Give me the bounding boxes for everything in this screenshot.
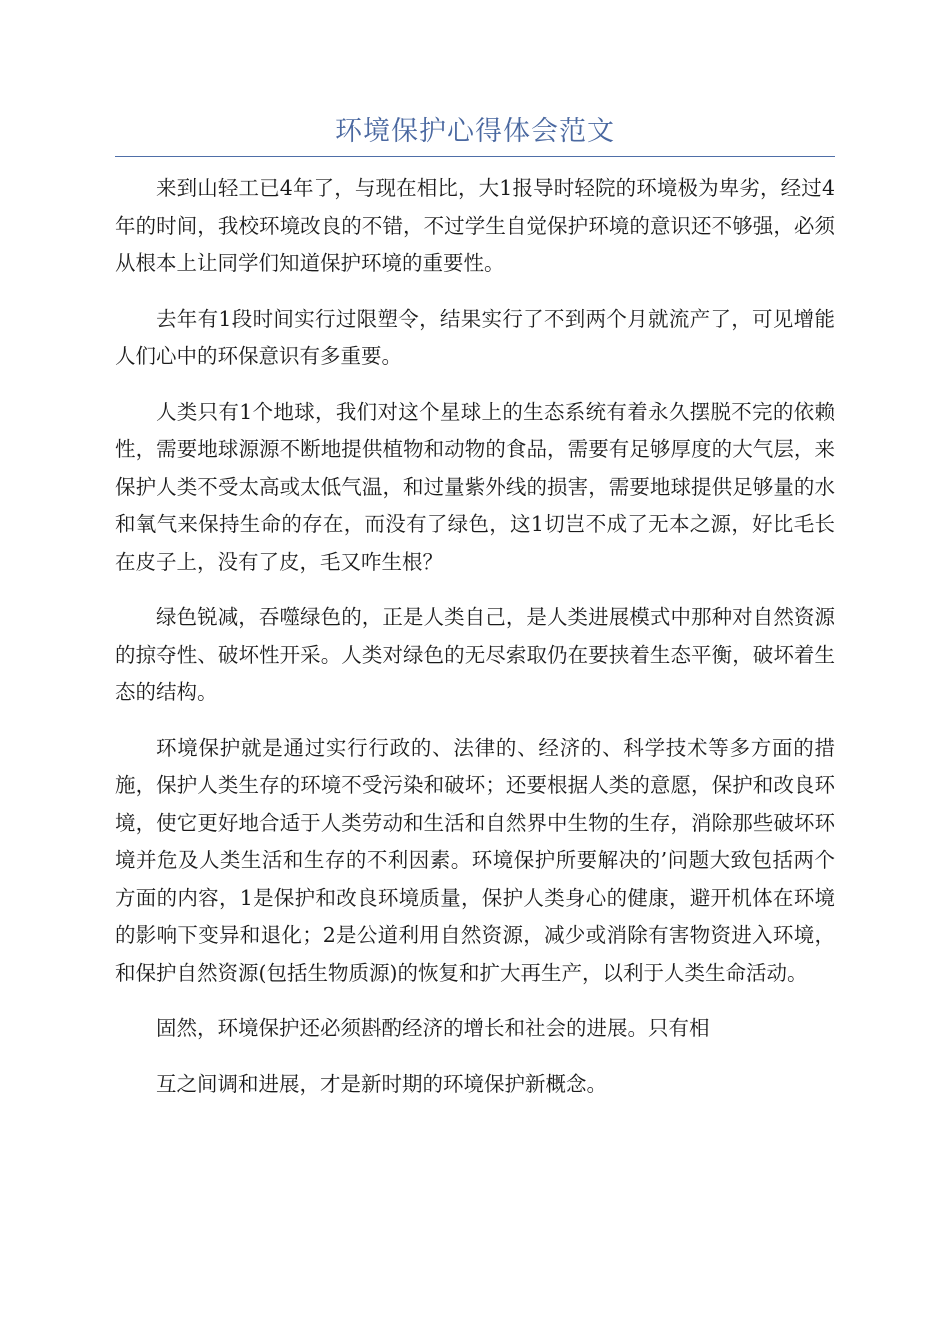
paragraph-4: 绿色锐减，吞噬绿色的，正是人类自己，是人类进展模式中那种对自然资源的掠夺性、破坏性开采。人类对绿色的无尽索取仍在要挟着生态平衡，破坏着生态的结构。 bbox=[115, 605, 835, 704]
paragraph-1: 来到山轻工已4年了，与现在相比，大1报导时轻院的环境极为卑劣，经过4年的时间，我校环境改良的不错，不过学生自觉保护环境的意识还不够强，必须从根本上让同学们知道保护环境的重要性。 bbox=[115, 176, 835, 275]
paragraph-3: 人类只有1个地球，我们对这个星球上的生态系统有着永久摆脱不完的依赖性，需要地球源源不断地提供植物和动物的食品，需要有足够厚度的大气层，来保护人类不受太高或太低气温，和过量紫外线的损害，需要地球提供足够量的水和氧气来保持生命的存在，而没有了绿色，这1切岂不成了无本之源，好比毛长在皮子上，没有了皮，毛又咋生根？ bbox=[115, 399, 835, 574]
document-header bbox=[115, 108, 835, 157]
document-title: 环境保护心得体会范文 bbox=[335, 116, 615, 147]
paragraph-7: 互之间调和进展，才是新时期的环境保护新概念。 bbox=[156, 1071, 607, 1096]
document-body bbox=[115, 170, 835, 1121]
paragraph-2: 去年有1段时间实行过限塑令，结果实行了不到两个月就流产了，可见增能人们心中的环保意识有多重要。 bbox=[115, 306, 835, 368]
paragraph-5: 环境保护就是通过实行行政的、法律的、经济的、科学技术等多方面的措施，保护人类生存的环境不受污染和破坏；还要根据人类的意愿，保护和改良环境，使它更好地合适于人类劳动和生活和自然界中生物的生存，消除那些破坏环境并危及人类生活和生存的不利因素。环境保护所要解决的’问题大致包括两个方面的内容，1是保护和改良环境质量，保护人类身心的健康，避开机体在环境的影响下变异和退化；2是公道利用自然资源，减少或消除有害物资进入环境，和保护自然资源(包括生物质源)的恢复和扩大再生产，以利于人类生命活动。 bbox=[115, 735, 835, 985]
paragraph-6: 固然，环境保护还必须斟酌经济的增长和社会的进展。只有相 bbox=[156, 1016, 710, 1040]
